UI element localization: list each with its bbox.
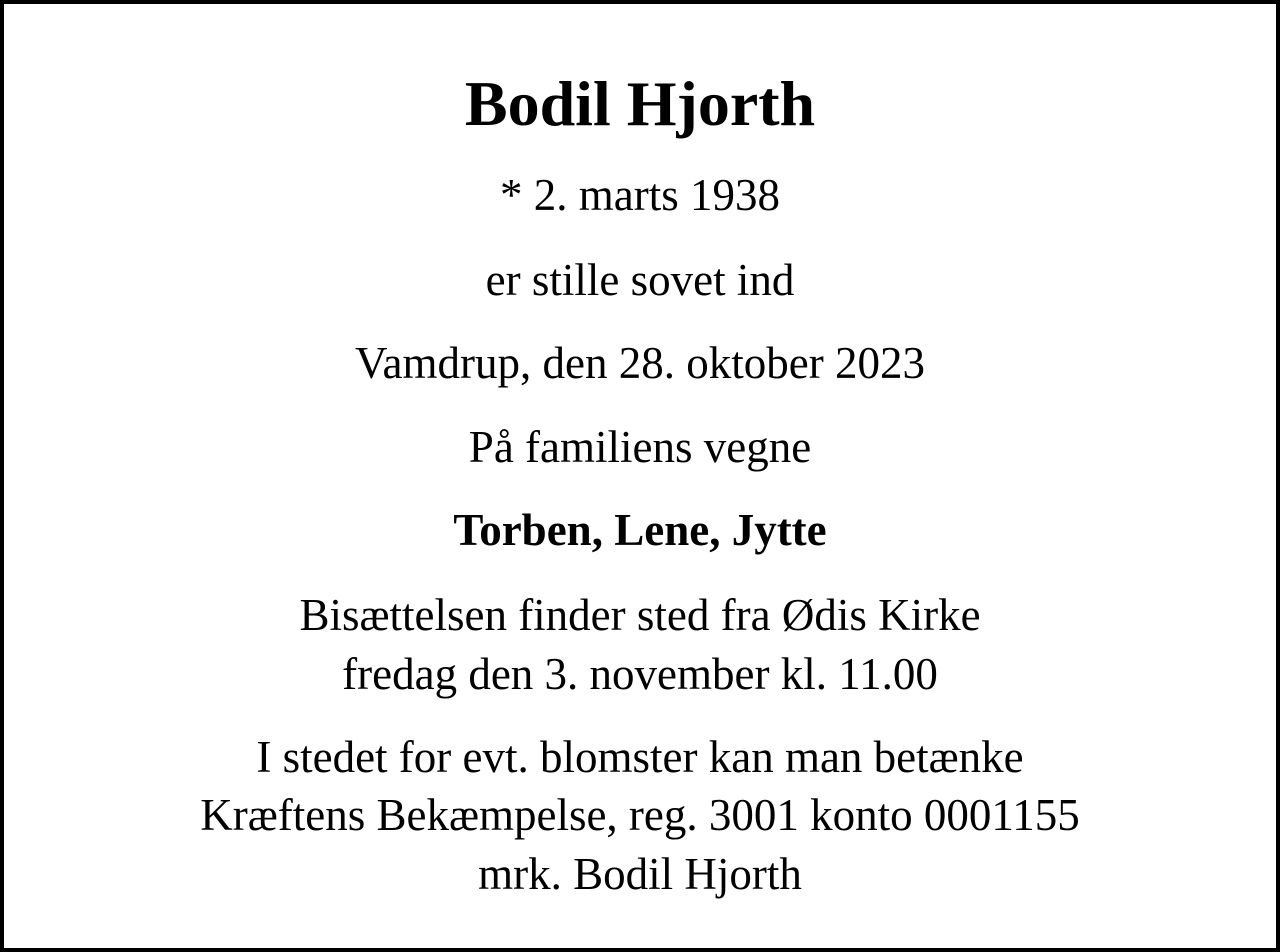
memorial-line: mrk. Bodil Hjorth [478, 849, 802, 899]
memorial-line: I stedet for evt. blomster kan man betænke [256, 732, 1024, 782]
funeral-line: fredag den 3. november kl. 11.00 [342, 649, 938, 699]
birth-date: * 2. marts 1938 [500, 170, 780, 220]
passed-away-text: er stille sovet ind [485, 255, 795, 305]
funeral-line: Bisættelsen finder sted fra Ødis Kirke [299, 590, 981, 640]
signers: Torben, Lene, Jytte [453, 505, 827, 555]
on-behalf-text: På familiens vegne [468, 422, 812, 472]
memorial-line: Kræftens Bekæmpelse, reg. 3001 konto 0001155 [200, 790, 1080, 840]
deceased-name: Bodil Hjorth [464, 68, 816, 139]
place-and-date: Vamdrup, den 28. oktober 2023 [355, 338, 925, 388]
